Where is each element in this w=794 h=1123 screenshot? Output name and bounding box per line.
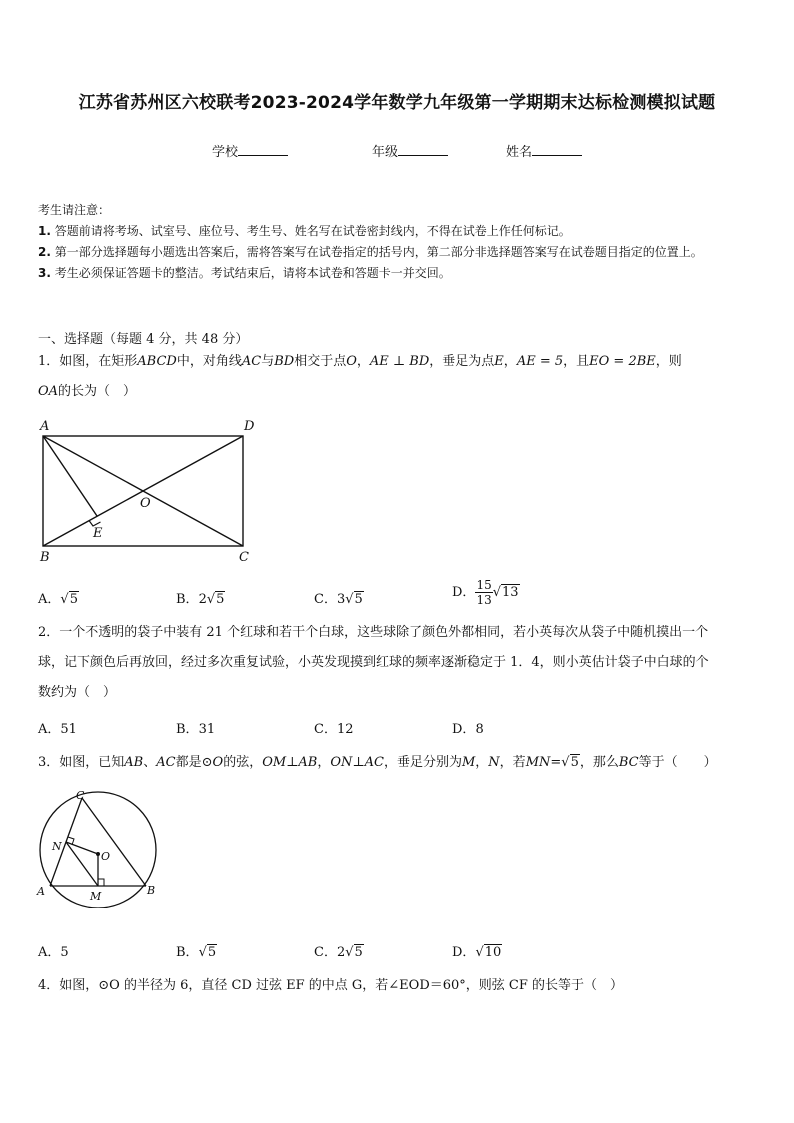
notice-item: 2. 第一部分选择题每小题选出答案后，需将答案写在试卷指定的括号内，第二部分非选择题答案写在试卷题目指定的位置上。 xyxy=(38,245,703,259)
question-3: 3．如图，已知AB、AC都是⊙O的弦，OM⊥AB，ON⊥AC，垂足分别为M，N，若MN=√5，那么BC等于（ ） xyxy=(38,755,717,770)
label-a: A xyxy=(37,885,45,898)
question-4: 4．如图，⊙O 的半径为 6，直径 CD 过弦 EF 的中点 G，若∠EOD＝60°，则弦 CF 的长等于（ ） xyxy=(38,978,624,993)
q1-option-c[interactable]: C．3√5 xyxy=(314,592,363,607)
q2-option-b[interactable]: B．31 xyxy=(176,722,216,737)
label-m: M xyxy=(90,890,102,903)
q3-option-c[interactable]: C．2√5 xyxy=(314,945,363,960)
q1-option-d[interactable]: D． $\frac{15}{13}$ √13 xyxy=(452,578,519,607)
q1-option-b[interactable]: B．2√5 xyxy=(176,592,225,607)
center-point xyxy=(96,852,100,856)
right-angle-m xyxy=(98,879,104,886)
segment-bc xyxy=(82,798,146,886)
label-d: D xyxy=(244,419,255,434)
segment-ae xyxy=(43,436,97,516)
q3-circle-figure xyxy=(34,788,164,908)
q3-option-b[interactable]: B．√5 xyxy=(176,945,217,960)
notice xyxy=(38,200,762,284)
label-e: E xyxy=(93,526,103,541)
q2-option-c[interactable]: C．12 xyxy=(314,722,354,737)
label-b: B xyxy=(147,884,156,897)
q1-option-a[interactable]: A．√5 xyxy=(38,592,78,607)
q2-option-a[interactable]: A．51 xyxy=(38,722,77,737)
label-b: B xyxy=(40,550,50,565)
q3-option-a[interactable]: A．5 xyxy=(38,945,69,960)
label-c: C xyxy=(76,789,85,802)
q2-option-d[interactable]: D．8 xyxy=(452,722,484,737)
label-a: A xyxy=(40,419,50,434)
q1-rectangle-figure xyxy=(36,416,266,576)
name-field[interactable]: 姓名 xyxy=(506,141,582,160)
label-c: C xyxy=(239,550,249,565)
notice-item: 1. 答题前请将考场、试室号、座位号、考生号、姓名写在试卷密封线内，不得在试卷上作任何标记。 xyxy=(38,224,571,238)
notice-item: 3. 考生必须保证答题卡的整洁。考试结束后，请将本试卷和答题卡一并交回。 xyxy=(38,266,451,280)
notice-heading: 考生请注意： xyxy=(38,203,111,217)
q3-option-d[interactable]: D．√10 xyxy=(452,945,502,960)
label-o: O xyxy=(140,496,151,511)
label-n: N xyxy=(52,840,62,853)
page-title: 江苏省苏州区六校联考2023-2024学年数学九年级第一学期期末达标检测模拟试题 xyxy=(78,93,716,113)
question-1: 1．如图，在矩形ABCD中，对角线AC与BD相交于点O，AE ⊥ BD，垂足为点E，AE = 5，且EO = 2BE，则 OA的长为（ ） xyxy=(38,354,682,399)
school-field[interactable]: 学校 xyxy=(212,141,288,160)
question-2: 2．一个不透明的袋子中装有 21 个红球和若干个白球，这些球除了颜色外都相同，若小英每次从袋子中随机摸出一个 球，记下颜色后再放回，经过多次重复试验，小英发现摸到红球的频率逐渐稳定于 1．4，则小英估计袋子中白球的个 数约为（ ） xyxy=(38,625,709,700)
label-o: O xyxy=(101,850,111,863)
grade-field[interactable]: 年级 xyxy=(372,141,448,160)
section-heading: 一、选择题（每题 4 分，共 48 分） xyxy=(38,332,249,347)
